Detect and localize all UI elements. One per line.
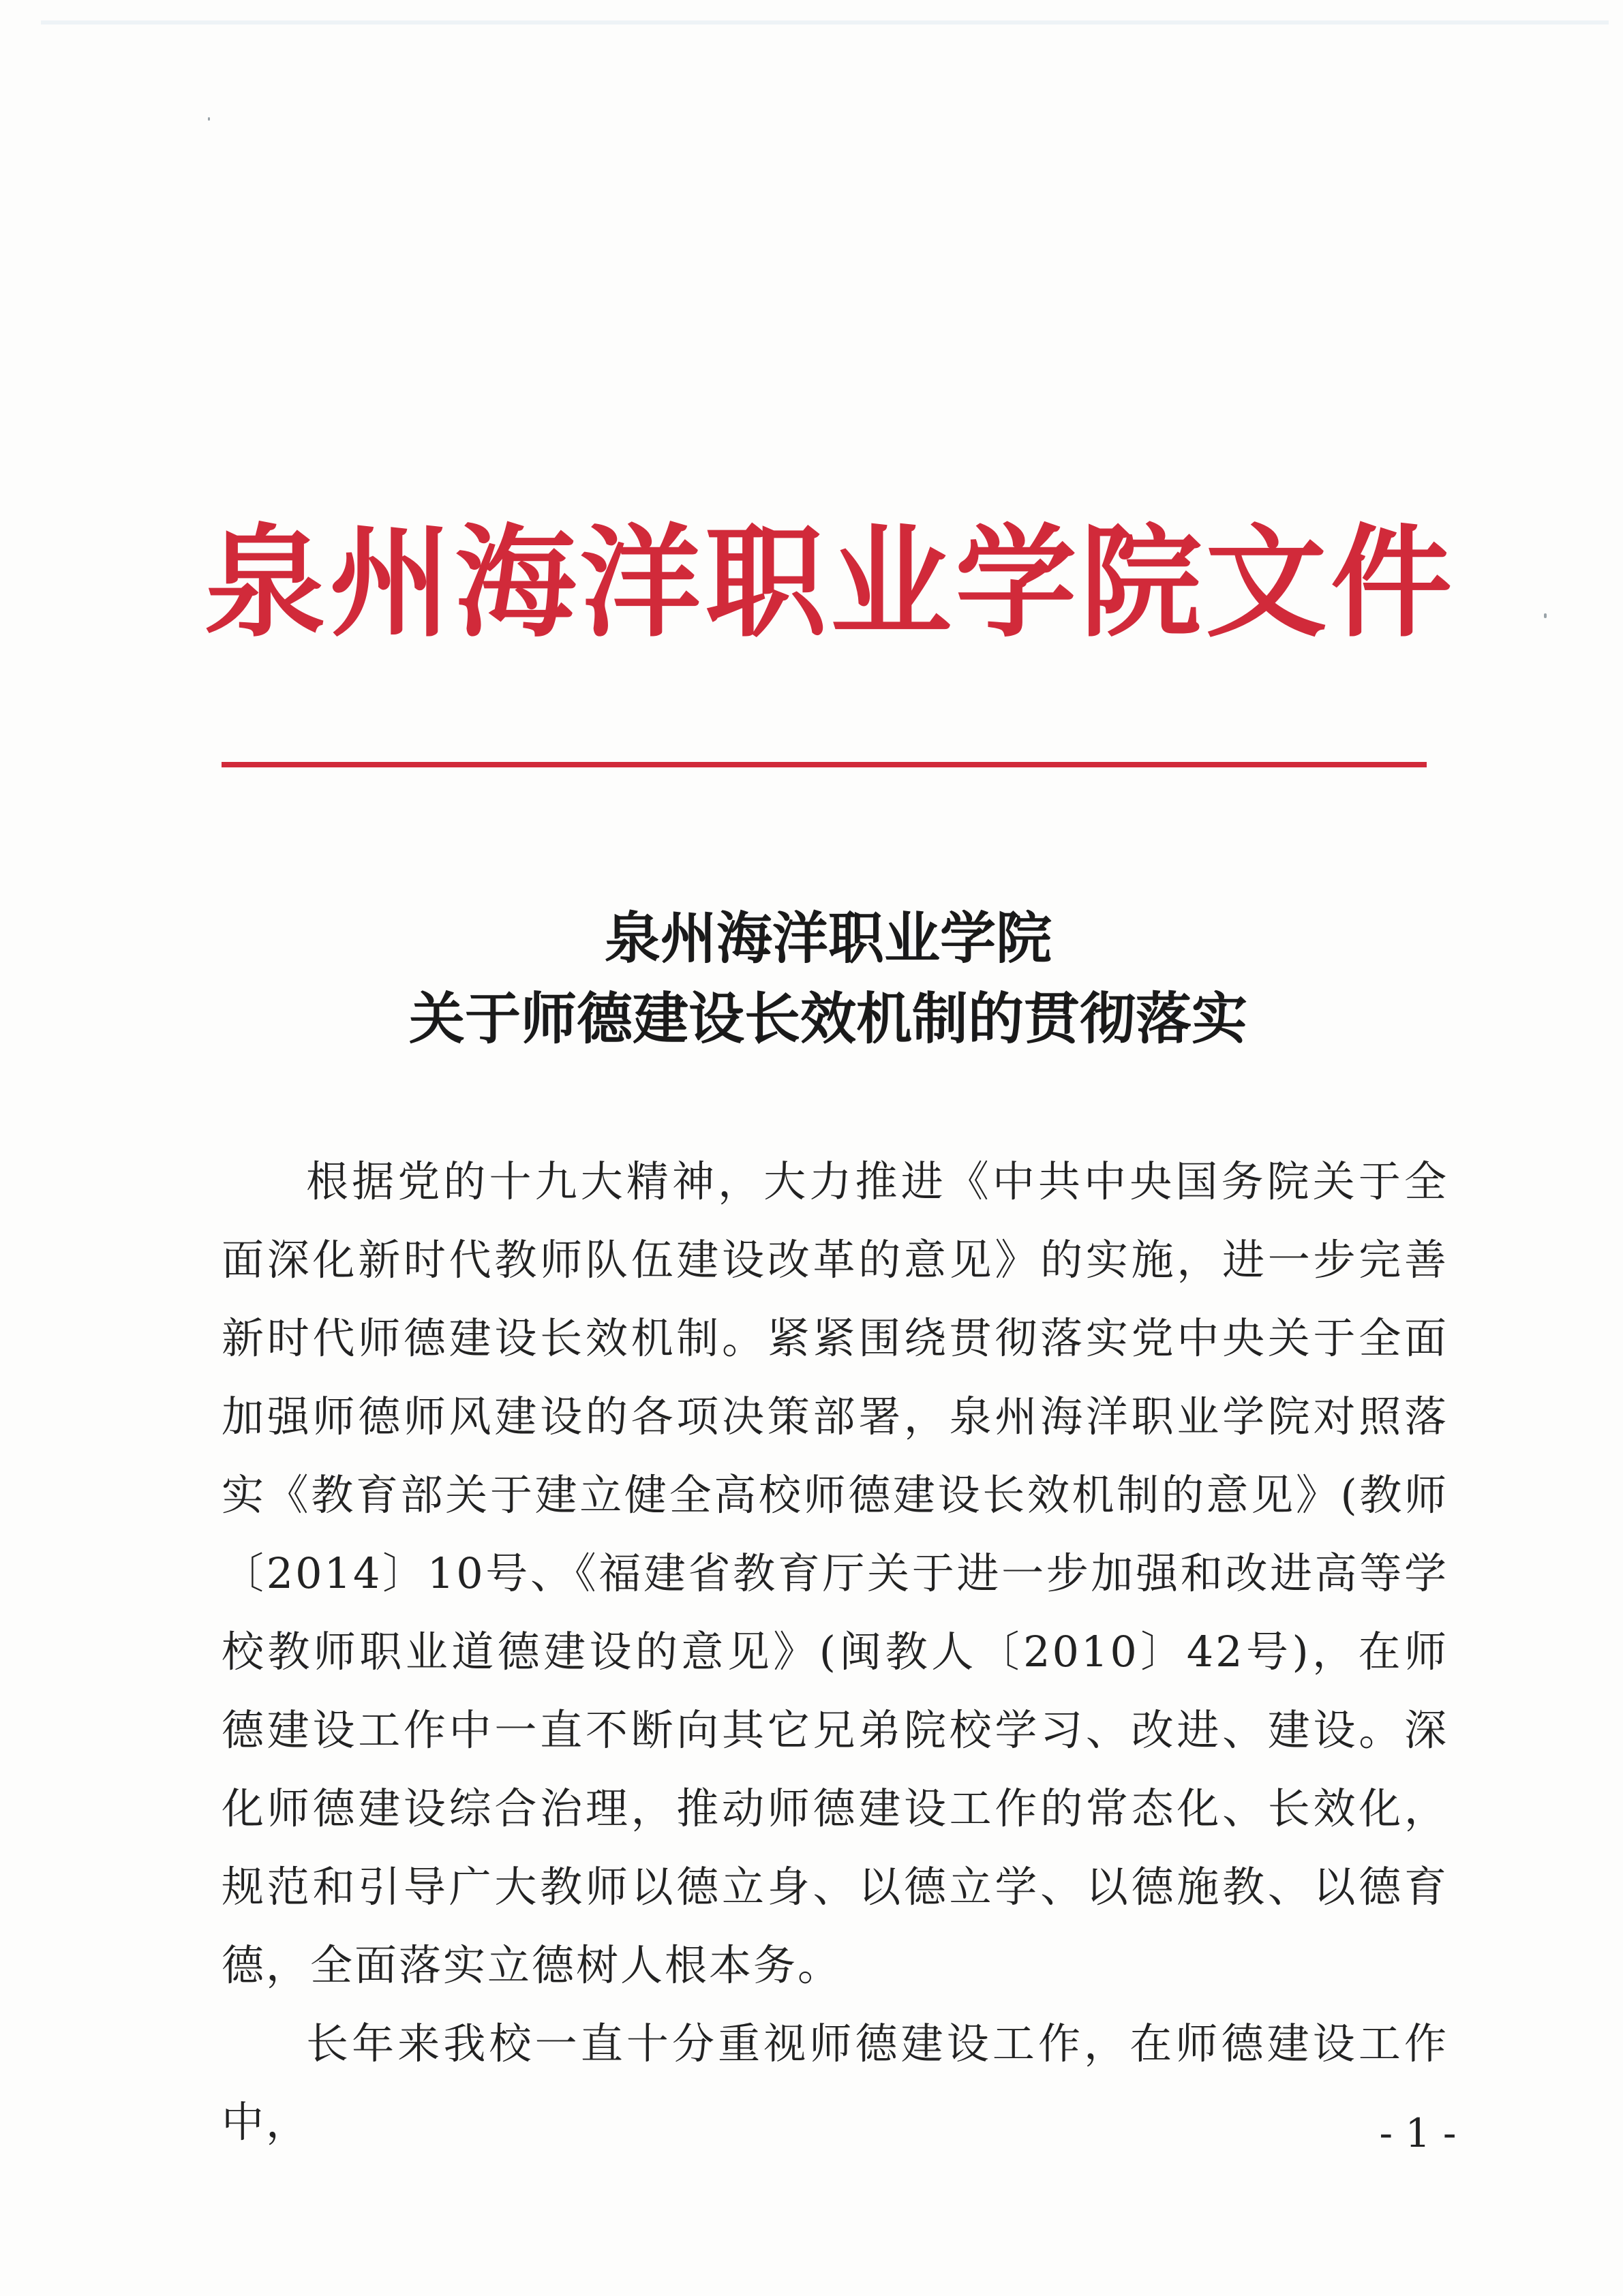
- scan-speck: [1544, 613, 1547, 618]
- red-separator-line: [222, 762, 1427, 767]
- body-paragraph-2: 长年来我校一直十分重视师德建设工作，在师德建设工作中，: [222, 2019, 1448, 2147]
- document-title: [204, 898, 1452, 1059]
- document-body: [222, 1142, 1448, 2161]
- body-paragraph-1: 根据党的十九大精神，大力推进《中共中央国务院关于全面深化新时代教师队伍建设改革的意见》的实施，进一步完善新时代师德建设长效机制。紧紧围绕贯彻落实党中央关于全面加强师德师风建设的各项决策部署，泉州海洋职业学院对照落实《教育部关于建立健全高校师德建设长效机制的意见》(教师〔2014〕10号、《福建省教育厅关于进一步加强和改进高等学校教师职业道德建设的意见》(闽教人〔2010〕42号)，在师德建设工作中一直不断向其它兄弟院校学习、改进、建设。深化师德建设综合治理，推动师德建设工作的常态化、长效化，规范和引导广大教师以德立身、以德立学、以德施教、以德育德，全面落实立德树人根本务。: [222, 1157, 1448, 1990]
- title-line-2: 关于师德建设长效机制的贯彻落实: [408, 986, 1247, 1052]
- page-number: - 1 -: [1379, 2110, 1457, 2156]
- title-line-1: 泉州海洋职业学院: [604, 906, 1052, 971]
- scan-speck: [208, 117, 210, 121]
- scan-top-edge: [41, 20, 1609, 25]
- red-header-title: 泉州海洋职业学院文件: [204, 511, 1452, 654]
